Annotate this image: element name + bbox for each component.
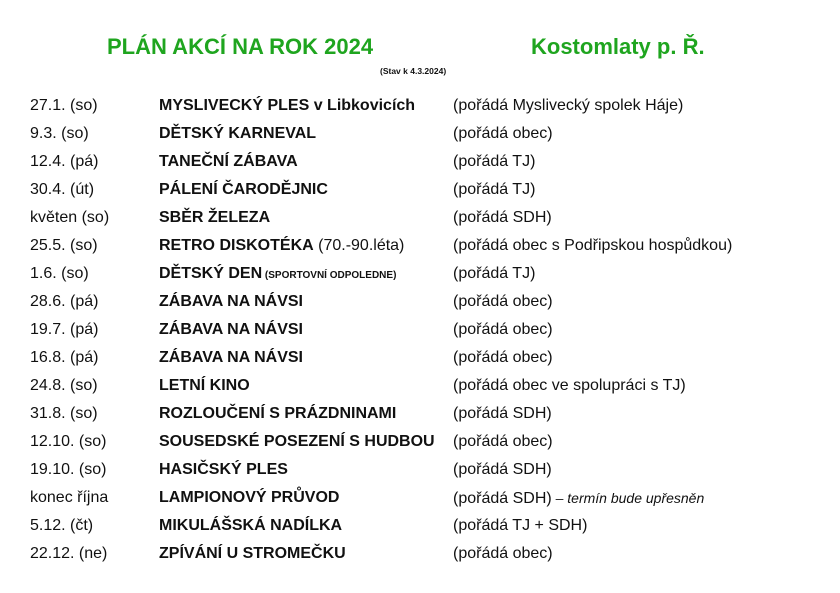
event-name-cell <box>159 316 303 344</box>
event-organizer: (pořádá TJ + SDH) <box>453 517 588 534</box>
event-name: ZÁBAVA NA NÁVSI <box>159 293 303 310</box>
event-date: 16.8. (pá) <box>30 349 99 366</box>
event-organizer: (pořádá SDH) <box>453 490 552 507</box>
event-organizer-cell <box>453 176 535 204</box>
place-name: Kostomlaty p. Ř. <box>531 34 705 59</box>
event-organizer-cell <box>453 428 553 456</box>
event-organizer: (pořádá SDH) <box>453 461 552 478</box>
event-organizer: (pořádá obec) <box>453 321 553 338</box>
event-date: 25.5. (so) <box>30 237 98 254</box>
event-date: 22.12. (ne) <box>30 545 108 562</box>
list-item <box>30 540 820 568</box>
event-organizer: (pořádá TJ) <box>453 265 536 282</box>
event-date: 24.8. (so) <box>30 377 98 394</box>
event-note: – termín bude upřesněn <box>551 490 705 506</box>
event-date: 5.12. (čt) <box>30 517 94 534</box>
event-date: 12.10. (so) <box>30 433 107 450</box>
event-organizer: (pořádá obec ve spolupráci s TJ) <box>453 377 686 394</box>
event-organizer-cell <box>453 456 552 484</box>
event-date: 9.3. (so) <box>30 125 89 142</box>
event-name: ZÁBAVA NA NÁVSI <box>159 349 303 366</box>
event-name: SBĚR ŽELEZA <box>159 209 271 226</box>
list-item <box>30 316 820 344</box>
event-name-cell <box>159 232 404 260</box>
event-extra: (70.-90.léta) <box>313 237 405 254</box>
event-organizer: (pořádá SDH) <box>453 209 552 226</box>
event-name-cell <box>159 204 270 232</box>
event-date: 28.6. (pá) <box>30 293 99 310</box>
list-item <box>30 344 820 372</box>
event-organizer: (pořádá obec) <box>453 125 553 142</box>
event-organizer: (pořádá SDH) <box>453 405 552 422</box>
event-name: MYSLIVECKÝ PLES v Libkovicích <box>159 97 416 114</box>
event-name: DĚTSKÝ KARNEVAL <box>159 125 317 142</box>
event-date: 19.10. (so) <box>30 461 107 478</box>
event-organizer-cell <box>453 540 553 568</box>
event-name: LAMPIONOVÝ PRŮVOD <box>159 489 340 506</box>
event-name-cell <box>159 484 339 512</box>
event-organizer-cell <box>453 288 553 316</box>
event-name-cell <box>159 540 346 568</box>
status-date: (Stav k 4.3.2024) <box>380 66 447 76</box>
list-item <box>30 484 820 512</box>
event-organizer-cell <box>453 204 552 232</box>
event-date: 31.8. (so) <box>30 405 98 422</box>
list-item <box>30 176 820 204</box>
event-name-cell <box>159 176 328 204</box>
event-name-cell <box>159 456 288 484</box>
list-item <box>30 400 820 428</box>
event-date: květen (so) <box>30 209 110 226</box>
event-name: LETNÍ KINO <box>159 377 250 394</box>
event-name-cell <box>159 120 316 148</box>
event-name-cell <box>159 400 396 428</box>
event-name: TANEČNÍ ZÁBAVA <box>159 153 298 170</box>
event-organizer-cell <box>453 484 704 513</box>
event-name: ZÁBAVA NA NÁVSI <box>159 321 303 338</box>
event-date: konec října <box>30 489 109 506</box>
event-name: ROZLOUČENÍ S PRÁZDNINAMI <box>159 405 397 422</box>
event-organizer: (pořádá obec) <box>453 433 553 450</box>
event-name: SOUSEDSKÉ POSEZENÍ S HUDBOU <box>159 433 435 450</box>
event-name: MIKULÁŠSKÁ NADÍLKA <box>159 517 343 534</box>
event-organizer-cell <box>453 372 686 400</box>
event-organizer: (pořádá obec) <box>453 293 553 310</box>
event-organizer-cell <box>453 400 552 428</box>
event-date: 1.6. (so) <box>30 265 89 282</box>
event-name-cell <box>159 372 250 400</box>
event-name-cell <box>159 148 298 176</box>
event-name: RETRO DISKOTÉKA <box>159 237 314 254</box>
event-name-cell <box>159 512 342 540</box>
event-organizer-cell <box>453 260 535 288</box>
event-name-cell <box>159 344 303 372</box>
event-organizer-cell <box>453 92 683 120</box>
list-item <box>30 204 820 232</box>
event-organizer: (pořádá obec) <box>453 349 553 366</box>
list-item <box>30 456 820 484</box>
event-organizer-cell <box>453 344 553 372</box>
event-date: 30.4. (út) <box>30 181 95 198</box>
event-subtitle: (SPORTOVNÍ ODPOLEDNE) <box>262 270 397 281</box>
list-item <box>30 428 820 456</box>
event-organizer-cell <box>453 120 553 148</box>
event-date: 19.7. (pá) <box>30 321 99 338</box>
event-organizer: (pořádá Myslivecký spolek Háje) <box>453 97 684 114</box>
event-name: ZPÍVÁNÍ U STROMEČKU <box>159 545 346 562</box>
list-item <box>30 232 820 260</box>
event-name: PÁLENÍ ČARODĚJNIC <box>159 181 328 198</box>
event-date: 27.1. (so) <box>30 97 98 114</box>
list-item <box>30 148 820 176</box>
list-item <box>30 120 820 148</box>
event-name-cell <box>159 92 415 120</box>
event-name-cell <box>159 260 396 290</box>
event-name: HASIČSKÝ PLES <box>159 461 288 478</box>
event-name-cell <box>159 428 435 456</box>
list-item <box>30 372 820 400</box>
event-organizer-cell <box>453 232 732 260</box>
event-date: 12.4. (pá) <box>30 153 99 170</box>
event-name: DĚTSKÝ DEN <box>159 265 263 282</box>
page-title: PLÁN AKCÍ NA ROK 2024 <box>107 34 374 59</box>
list-item <box>30 512 820 540</box>
event-name-cell <box>159 288 303 316</box>
event-organizer-cell <box>453 512 587 540</box>
event-organizer-cell <box>453 316 553 344</box>
events-list <box>30 92 820 568</box>
list-item <box>30 288 820 316</box>
event-organizer: (pořádá obec) <box>453 545 553 562</box>
event-organizer: (pořádá TJ) <box>453 181 536 198</box>
list-item <box>30 92 820 120</box>
event-organizer: (pořádá TJ) <box>453 153 536 170</box>
list-item <box>30 260 820 288</box>
event-organizer: (pořádá obec s Podřipskou hospůdkou) <box>453 237 733 254</box>
event-organizer-cell <box>453 148 535 176</box>
